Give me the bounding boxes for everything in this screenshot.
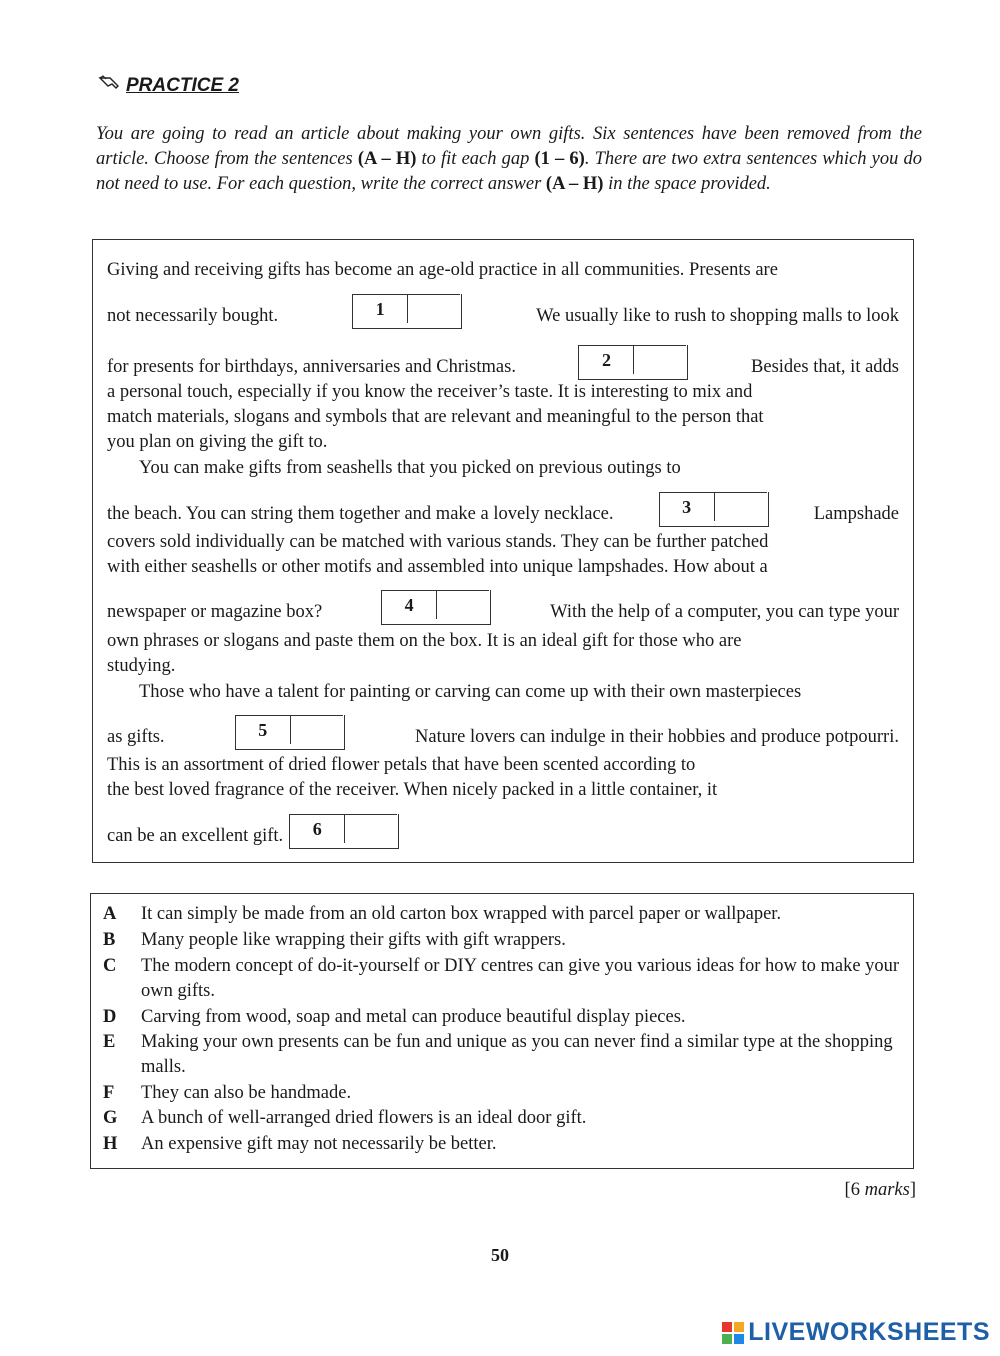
gap-1 — [352, 294, 462, 329]
gap-number: 1 — [353, 294, 408, 323]
gap-number: 6 — [290, 814, 345, 843]
article-line: studying. — [107, 656, 176, 676]
article-line: newspaper or magazine box? 4 With the help of a computer, you can type your — [107, 590, 899, 625]
answer-field-1[interactable] — [408, 294, 460, 327]
article-line: for presents for birthdays, anniversaries and Christmas. 2 Besides that, it adds — [107, 345, 899, 380]
article-line: you plan on giving the gift to. — [107, 432, 328, 452]
gap-6 — [289, 814, 399, 849]
gap-number: 3 — [660, 492, 715, 521]
instructions-range-letters: (A – H) — [357, 149, 417, 169]
gap-2 — [578, 345, 688, 380]
instructions-range-letters-2: (A – H) — [545, 174, 604, 194]
article-box — [92, 239, 914, 863]
article-line: the best loved fragrance of the receiver. When nicely packed in a little container, it — [107, 780, 718, 800]
article-line: as gifts. 5 Nature lovers can indulge in their hobbies and produce potpourri. — [107, 715, 899, 750]
answer-field-3[interactable] — [715, 492, 767, 525]
marks-label: [6 marks] — [844, 1180, 916, 1200]
gap-number: 4 — [382, 590, 437, 619]
article-line: Those who have a talent for painting or carving can come up with their own masterpieces — [139, 682, 802, 702]
article-line: You can make gifts from seashells that you picked on previous outings to — [139, 458, 681, 478]
section-title: PRACTICE 2 — [126, 75, 239, 96]
instructions-text-2: to fit each gap — [416, 149, 535, 169]
answer-field-4[interactable] — [437, 590, 489, 623]
answer-field-6[interactable] — [345, 814, 397, 847]
section-heading — [98, 74, 239, 98]
article-line: with either seashells or other motifs and assembled into unique lampshades. How about a — [107, 557, 768, 577]
instructions-text-1: You are going to read an article about making your own gifts. Six sentences have been removed from the article. Choose from the sentences — [96, 124, 922, 169]
gap-4 — [381, 590, 491, 625]
article-line: covers sold individually can be matched with various stands. They can be further patched — [107, 532, 769, 552]
page-number: 50 — [491, 1245, 509, 1265]
logo-grid-icon — [722, 1322, 744, 1344]
instructions-range-gaps: (1 – 6) — [534, 149, 585, 169]
article-line: not necessarily bought. 1 We usually like to rush to shopping malls to look — [107, 294, 899, 329]
gap-number: 2 — [579, 345, 634, 374]
gap-5 — [235, 715, 345, 750]
instructions-text-4: in the space provided. — [603, 174, 771, 194]
gap-3 — [659, 492, 769, 527]
options-box: A It can simply be made from an old carton box wrapped with parcel paper or wallpaper. B Many people like wrapping their gifts with gift wrappers. C The modern concept of do-it-yourself or DIY centres can give you various ideas for how to make your own gifts. D Carving from wood, soap and metal can produce beautiful display pieces. E Making your own presents can be fun and unique as you can never find a similar type at the shopping malls. F They can also be handmade. G A bunch of well-arranged dried flowers is an ideal door gift. H An expensive gift may not necessarily be better. — [90, 893, 914, 1169]
article-line: This is an assortment of dried flower petals that have been scented according to — [107, 755, 696, 775]
brand-text: LIVEWORKSHEETS — [748, 1318, 990, 1346]
pencil-hand-icon — [98, 74, 120, 98]
article-line: the beach. You can string them together and make a lovely necklace. 3 Lampshade — [107, 492, 899, 527]
answer-field-5[interactable] — [291, 715, 343, 748]
article-line: can be an excellent gift. 6 — [107, 814, 899, 849]
article-line: match materials, slogans and symbols that are relevant and meaningful to the person that — [107, 407, 764, 427]
instructions — [96, 122, 922, 197]
article-line: own phrases or slogans and paste them on the box. It is an ideal gift for those who are — [107, 631, 742, 651]
answer-field-2[interactable] — [634, 345, 686, 378]
instructions-text-3: . There are two extra sentences which you do not need to use. For each question, write the correct answer — [96, 149, 922, 194]
gap-number: 5 — [236, 715, 291, 744]
article-line: a personal touch, especially if you know the receiver’s taste. It is interesting to mix and — [107, 382, 753, 402]
article-line: Giving and receiving gifts has become an age-old practice in all communities. Presents are — [107, 260, 778, 280]
liveworksheets-logo — [722, 1318, 990, 1347]
